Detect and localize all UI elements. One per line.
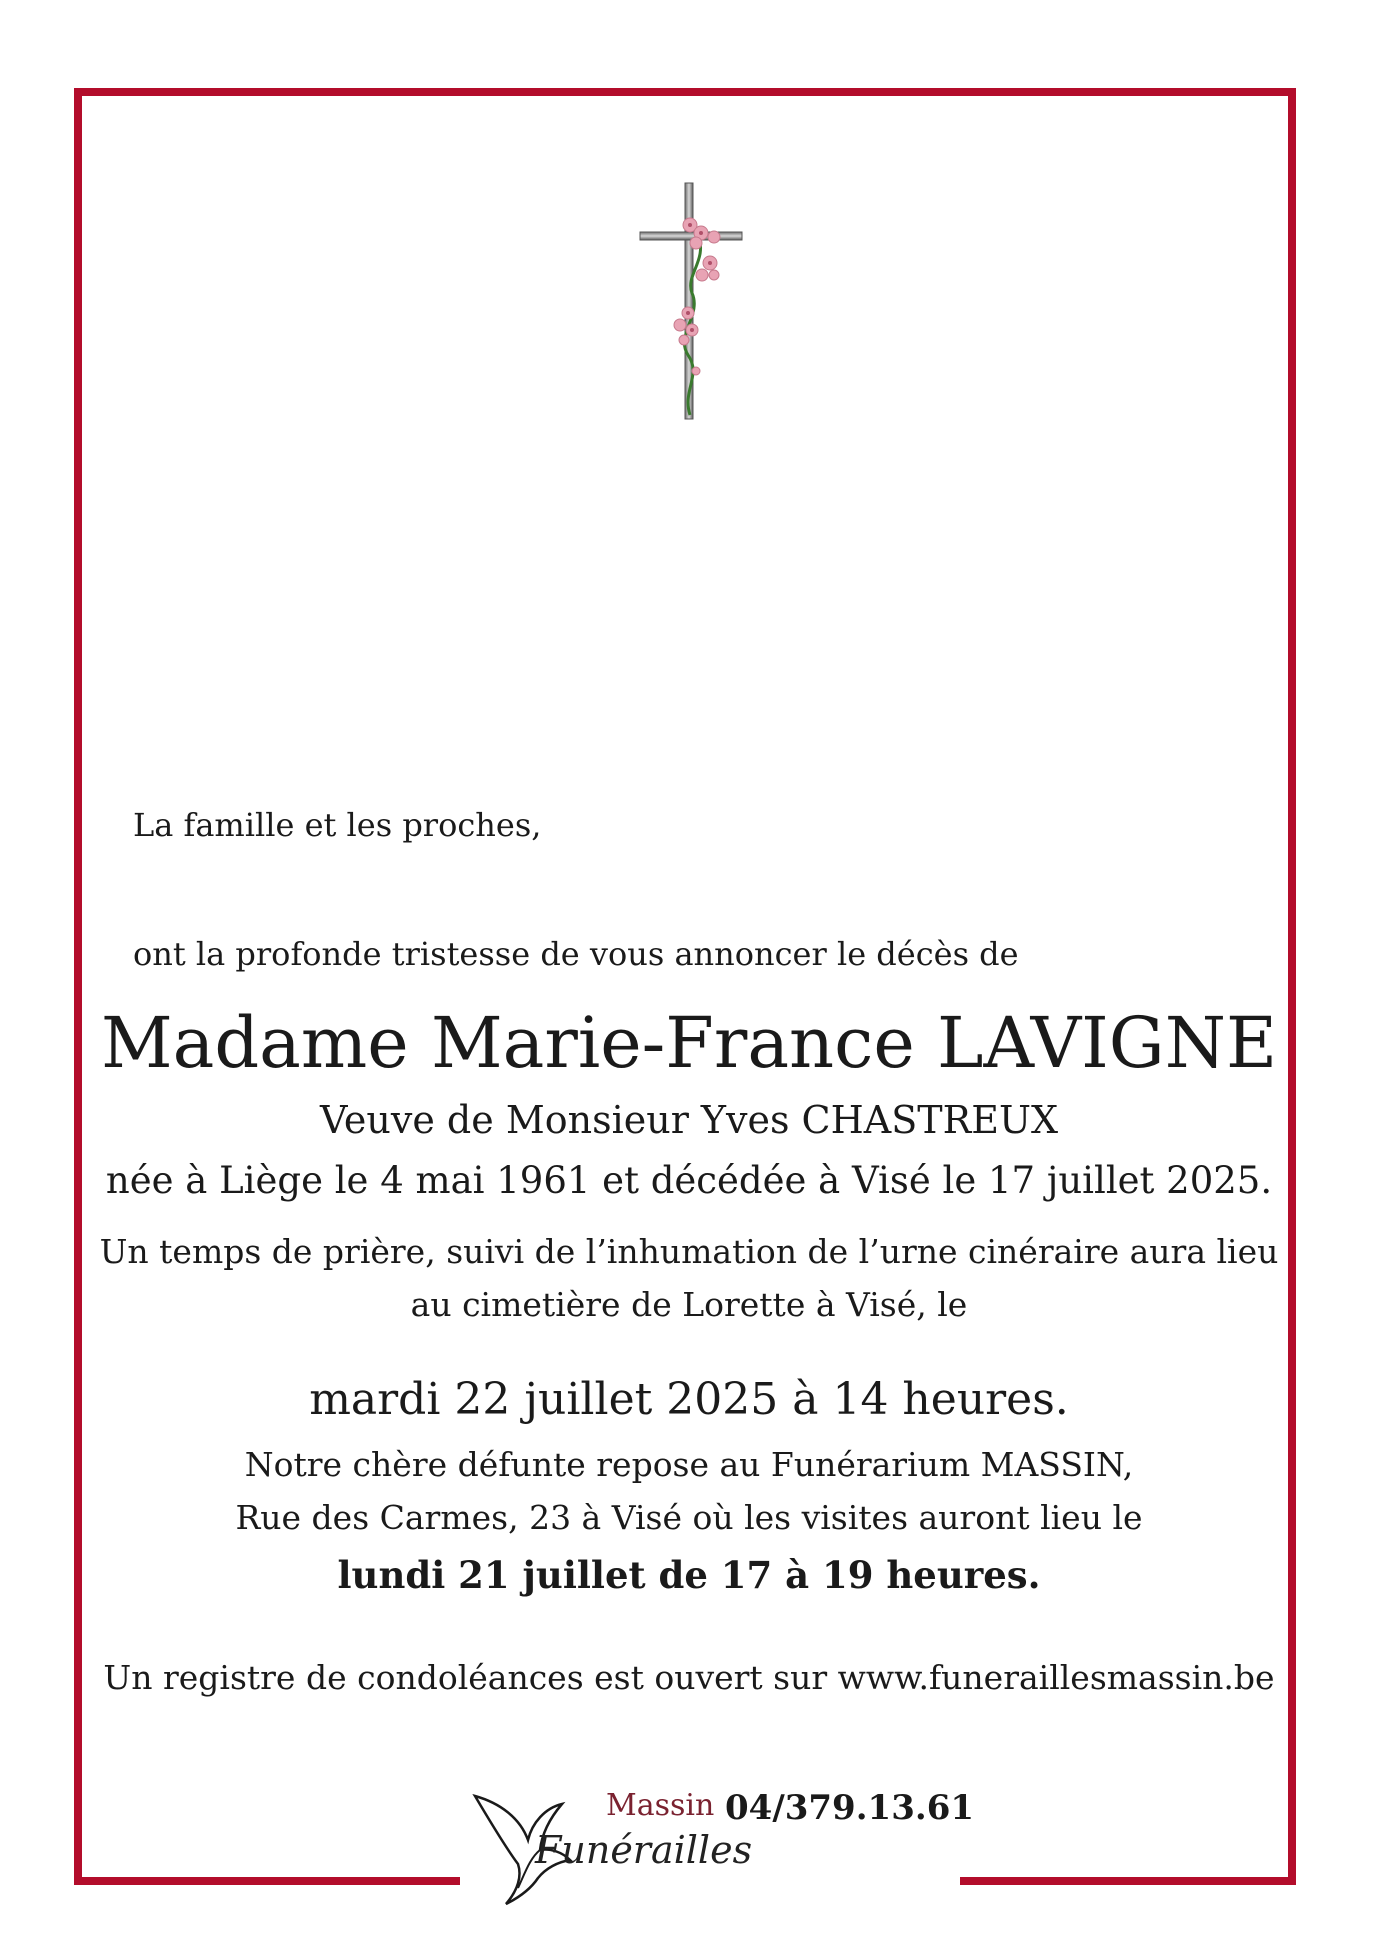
family-intro: La famille et les proches, <box>133 806 542 844</box>
logo-word-massin: Massin <box>606 1788 715 1823</box>
widow-line: Veuve de Monsieur Yves CHASTREUX <box>319 1098 1059 1142</box>
logo-word-funerailles: Funérailles <box>535 1828 753 1872</box>
condolence-register: Un registre de condoléances est ouvert sur www.funeraillesmassin.be <box>103 1658 1275 1697</box>
prayer-line-1: Un temps de prière, suivi de l’inhumation de l’urne cinéraire aura lieu <box>99 1232 1279 1271</box>
visit-time: lundi 21 juillet de 17 à 19 heures. <box>337 1553 1041 1597</box>
rest-line-1: Notre chère défunte repose au Funérarium MASSIN, <box>244 1445 1134 1484</box>
flowered-cross-icon <box>630 175 750 425</box>
phone-number: 04/379.13.61 <box>725 1788 975 1828</box>
birth-death-line: née à Liège le 4 mai 1961 et décédée à Visé le 17 juillet 2025. <box>105 1159 1273 1202</box>
ceremony-date: mardi 22 juillet 2025 à 14 heures. <box>309 1374 1069 1425</box>
announcement-text: ont la profonde tristesse de vous annoncer le décès de <box>133 935 1019 973</box>
prayer-line-2: au cimetière de Lorette à Visé, le <box>410 1285 968 1324</box>
deceased-name: Madame Marie-France LAVIGNE <box>100 1002 1278 1084</box>
rest-line-2: Rue des Carmes, 23 à Visé où les visites auront lieu le <box>235 1498 1143 1537</box>
